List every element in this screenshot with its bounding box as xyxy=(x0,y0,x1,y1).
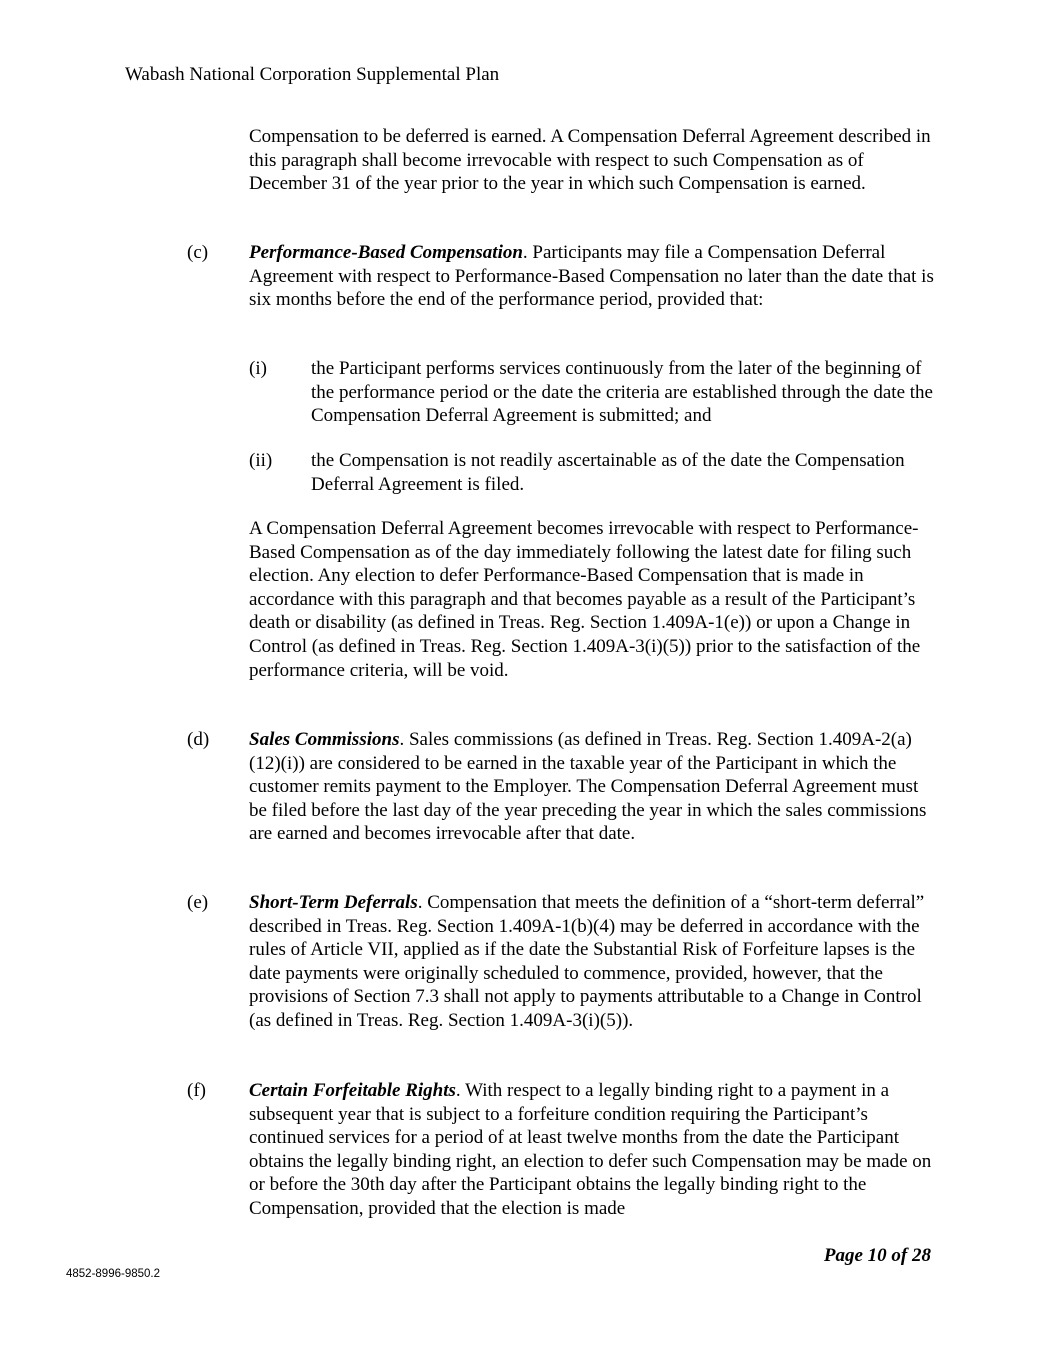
section-f-heading: Certain Forfeitable Rights xyxy=(249,1080,456,1101)
item-i-text: the Participant performs services continuously from the later of the beginning of the performance period or the date the criteria are established through the date the Compensation Deferral Agreement is submitted; and xyxy=(311,358,933,427)
section-c-closing-paragraph: A Compensation Deferral Agreement becomes irrevocable with respect to Performance-Based Compensation as of the day immediately following the latest date for filing such election. Any election to defer Performance-Based Compensation that is made in accordance with this paragraph and that becomes payable as a result of the Participant’s death or disability (as defined in Treas. Reg. Section 1.409A-1(e)) or upon a Change in Control (as defined in Treas. Reg. Section 1.409A-3(i)(5)) prior to the satisfaction of the performance criteria, will be void. xyxy=(249,518,921,681)
section-f-marker: (f) xyxy=(187,1080,206,1101)
section-d-paragraph xyxy=(249,728,939,846)
section-e-marker: (e) xyxy=(187,892,209,913)
page-header: Wabash National Corporation Supplemental Plan xyxy=(125,64,500,85)
section-f-paragraph xyxy=(249,1079,939,1221)
section-c-marker: (c) xyxy=(187,242,209,263)
section-e-text: . Compensation that meets the definition of a “short-term deferral” described in Treas. Reg. Section 1.409A-1(b)(4) may be deferred in accordance with the rules of Article VII, applied as if the date the Substantial Risk of Forfeiture lapses is the date payments were originally scheduled to commence, provided, however, that the provisions of Section 7.3 shall not apply to payments attributable to a Change in Control (as defined in Treas. Reg. Section 1.409A-3(i)(5)). xyxy=(249,892,925,1031)
section-d-heading: Sales Commissions xyxy=(249,729,400,750)
section-e-heading: Short-Term Deferrals xyxy=(249,892,418,913)
section-e-paragraph xyxy=(249,891,939,1033)
section-c-paragraph xyxy=(249,241,939,312)
section-c-heading: Performance-Based Compensation xyxy=(249,242,523,263)
item-ii-marker: (ii) xyxy=(249,450,273,471)
section-d-text: . Sales commissions (as defined in Treas. Reg. Section 1.409A-2(a)(12)(i)) are considered to be earned in the taxable year of the Participant in which the customer remits payment to the Employer. The Compensation Deferral Agreement must be filed before the last day of the year preceding the year in which the sales commissions are earned and becomes irrevocable after that date. xyxy=(249,729,927,845)
continuation-paragraph: Compensation to be deferred is earned. A Compensation Deferral Agreement described in this paragraph shall become irrevocable with respect to such Compensation as of December 31 of the year prior to the year in which such Compensation is earned. xyxy=(249,126,931,195)
document-id: 4852-8996-9850.2 xyxy=(66,1268,160,1280)
section-d-marker: (d) xyxy=(187,729,210,750)
page-number: Page 10 of 28 xyxy=(823,1245,931,1266)
item-i-marker: (i) xyxy=(249,358,267,379)
item-ii-text: the Compensation is not readily ascertainable as of the date the Compensation Deferral Agreement is filed. xyxy=(311,450,905,495)
section-f-text: . With respect to a legally binding right to a payment in a subsequent year that is subject to a forfeiture condition requiring the Participant’s continued services for a period of at least twelve months from the date the Participant obtains the legally binding right, an election to defer such Compensation may be made on or before the 30th day after the Participant obtains the legally binding right to the Compensation, provided that the election is made xyxy=(249,1080,932,1219)
section-c-text: . Participants may file a Compensation Deferral Agreement with respect to Performance-Based Compensation no later than the date that is six months before the end of the performance period, provided that: xyxy=(249,242,934,311)
